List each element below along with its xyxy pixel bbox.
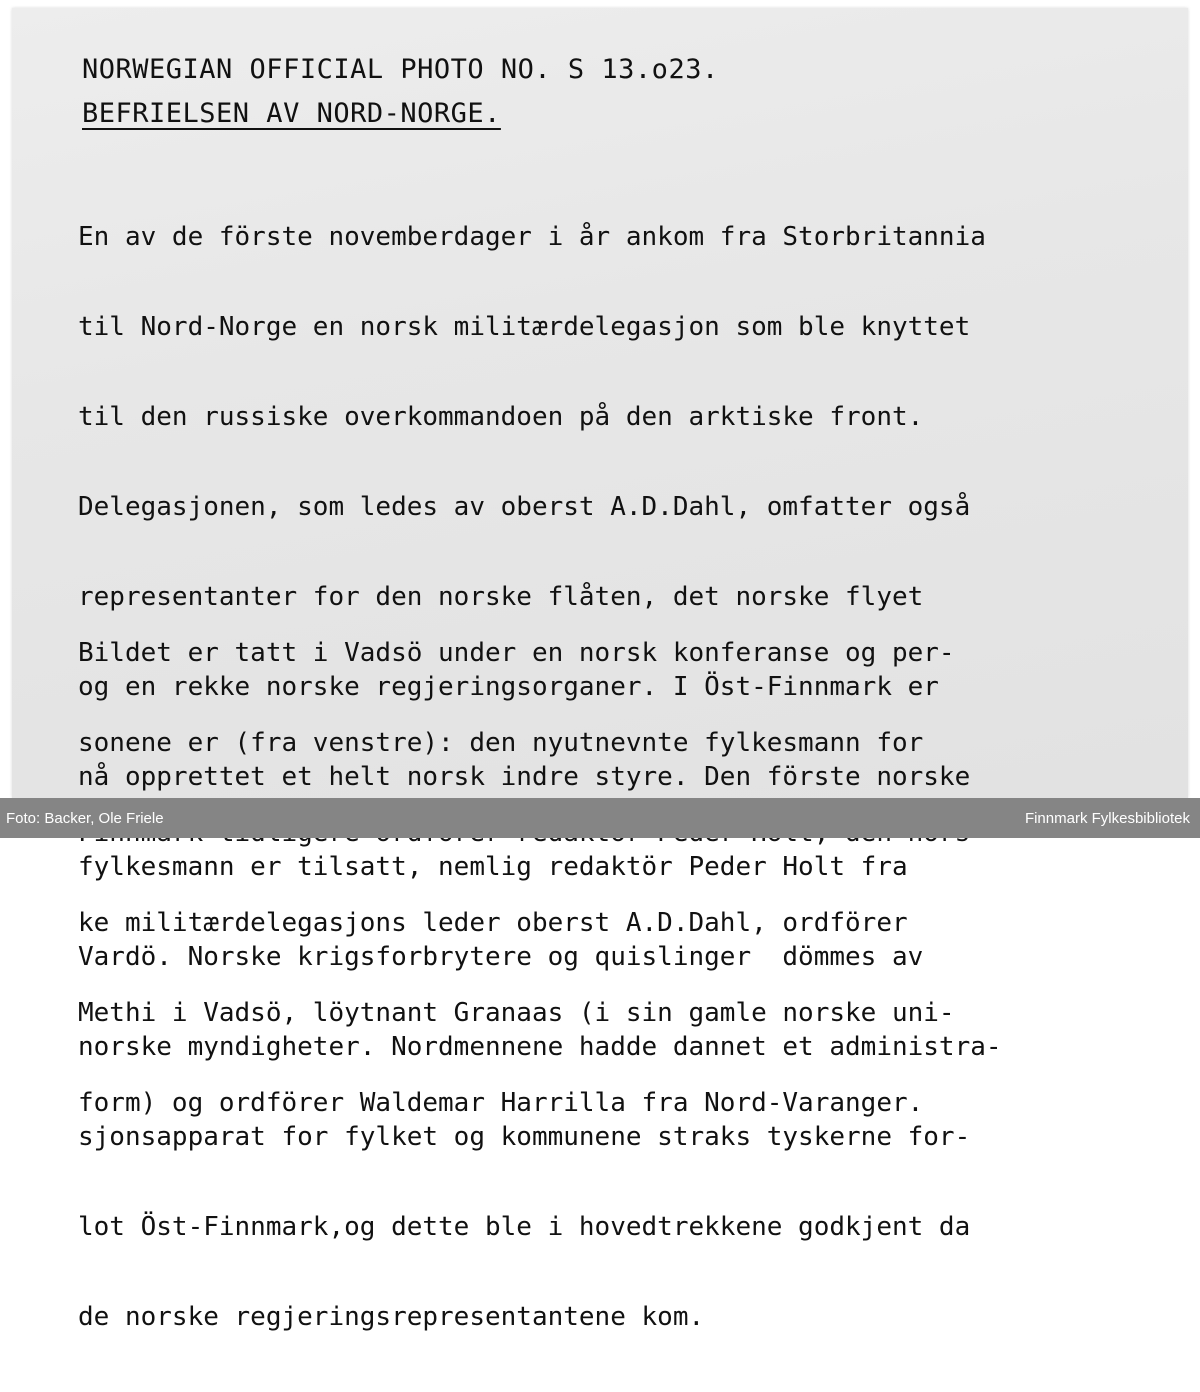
document-title: BEFRIELSEN AV NORD-NORGE. <box>82 98 501 129</box>
library-name: Finnmark Fylkesbibliotek <box>1024 810 1190 827</box>
text-line: Bildet er tatt i Vadsö under en norsk konferanse og per- <box>78 638 955 668</box>
text-line: lot Öst-Finnmark,og dette ble i hovedtrekkene godkjent da <box>78 1212 971 1242</box>
text-line: og en rekke norske regjeringsorganer. I Öst-Finnmark er <box>78 672 939 702</box>
text-line: representanter for den norske flåten, det norske flyet <box>78 582 924 612</box>
text-line: Methi i Vadsö, löytnant Granaas (i sin gamle norske uni- <box>78 998 955 1028</box>
text-line: sonene er (fra venstre): den nyutnevnte fylkesmann for <box>78 728 924 758</box>
text-line: En av de förste novemberdager i år ankom fra Storbritannia <box>78 222 986 252</box>
text-line: nå opprettet et helt norsk indre styre. Den förste norske <box>78 762 971 792</box>
text-line: de norske regjeringsrepresentantene kom. <box>78 1302 705 1332</box>
photo-credit: Foto: Backer, Ole Friele <box>6 810 164 827</box>
text-line: til Nord-Norge en norsk militærdelegasjon som ble knyttet <box>78 312 971 342</box>
text-line: fylkesmann er tilsatt, nemlig redaktör Peder Holt fra <box>78 852 908 882</box>
paragraph-2 <box>78 578 986 1178</box>
text-line: form) og ordförer Waldemar Harrilla fra Nord-Varanger. <box>78 1088 924 1118</box>
text-line: til den russiske overkommandoen på den arktiske front. <box>78 402 924 432</box>
text-line: Delegasjonen, som ledes av oberst A.D.Dahl, omfatter også <box>78 492 971 522</box>
text-line: sjonsapparat for fylket og kommunene straks tyskerne for- <box>78 1122 971 1152</box>
text-line: Vardö. Norske krigsforbrytere og quislinger dömmes av <box>78 942 924 972</box>
text-line: ke militærdelegasjons leder oberst A.D.Dahl, ordförer <box>78 908 908 938</box>
text-line: norske myndigheter. Nordmennene hadde dannet et administra- <box>78 1032 1002 1062</box>
footer-bar <box>0 798 1200 838</box>
photo-number-heading: NORWEGIAN OFFICIAL PHOTO NO. S 13.o23. <box>82 54 719 85</box>
